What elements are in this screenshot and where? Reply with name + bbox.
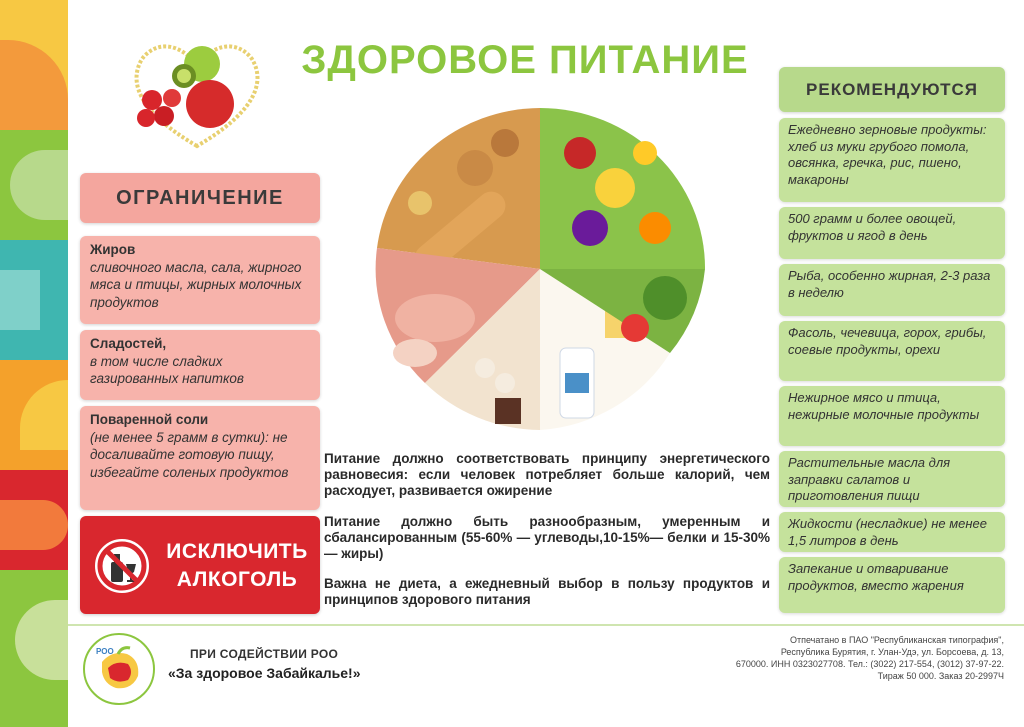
- recommended-header: РЕКОМЕНДУЮТСЯ: [779, 67, 1005, 112]
- recommended-item: Жидкости (несладкие) не менее 1,5 литров в день: [779, 512, 1005, 552]
- exclude-alcohol-banner: [80, 516, 320, 614]
- no-alcohol-icon: [92, 536, 152, 596]
- restriction-fats-title: Жиров: [90, 242, 136, 257]
- recommended-item: Нежирное мясо и птица, нежирные молочные продукты: [779, 386, 1005, 446]
- logo-roo-text: РОО: [96, 647, 114, 656]
- recommended-item: Растительные масла для заправки салатов и приготовления пищи: [779, 451, 1005, 507]
- restriction-header: ОГРАНИЧЕНИЕ: [80, 173, 320, 223]
- restriction-sweets-box: [80, 330, 320, 400]
- exclude-alcohol-text: [158, 538, 316, 594]
- organization-logo: [82, 632, 156, 706]
- restriction-fats-box: [80, 236, 320, 324]
- restriction-sweets-title: Сладостей,: [90, 336, 167, 351]
- daily-choice-paragraph: Важна не диета, а ежедневный выбор в пользу продуктов и принципов здорового питания: [324, 576, 770, 607]
- exclude-alcohol-line-1: ИСКЛЮЧИТЬ: [166, 540, 308, 563]
- healthy-food-plate-image: [365, 98, 715, 440]
- imprint-line-3: 670000. ИНН 0323027708. Тел.: (3022) 217-554, (3012) 37-97-22.: [735, 659, 1004, 669]
- support-prefix: ПРИ СОДЕЙСТВИИ: [190, 647, 308, 661]
- imprint-line-2: Республика Бурятия, г. Улан-Удэ, ул. Борсоева, д. 13,: [780, 647, 1004, 657]
- support-organization-name: «За здоровое Забайкалье!»: [168, 665, 361, 681]
- footer-divider: [68, 624, 1024, 626]
- restriction-salt-box: [80, 406, 320, 510]
- decorative-mosaic-strip: [0, 0, 68, 727]
- balanced-diet-paragraph: Питание должно быть разнообразным, умеренным и сбалансированным (55-60% — углеводы,10-15%— белки и 15-30% — жиры): [324, 514, 770, 561]
- restriction-sweets-text: в том числе сладких газированных напитков: [90, 353, 244, 386]
- imprint-line-4: Тираж 50 000. Заказ 20-2997Ч: [877, 671, 1004, 681]
- imprint-line-1: Отпечатано в ПАО "Республиканская типография",: [789, 635, 1004, 645]
- recommended-item: Запекание и отваривание продуктов, вместо жарения: [779, 557, 1005, 613]
- restriction-salt-title: Поваренной соли: [90, 412, 209, 427]
- recommended-item: Ежедневно зерновые продукты: хлеб из муки грубого помола, овсянка, гречка, рис, пшено, макароны: [779, 118, 1005, 202]
- exclude-alcohol-line-2: АЛКОГОЛЬ: [176, 568, 298, 591]
- recommended-item: 500 грамм и более овощей, фруктов и ягод в день: [779, 207, 1005, 259]
- page-title: ЗДОРОВОЕ ПИТАНИЕ: [301, 38, 749, 82]
- support-org: РОО: [310, 647, 339, 661]
- recommended-item: Рыба, особенно жирная, 2-3 раза в неделю: [779, 264, 1005, 316]
- heart-fruit-illustration: [122, 34, 272, 152]
- print-imprint: [714, 634, 1004, 682]
- recommended-item: Фасоль, чечевица, горох, грибы, соевые продукты, орехи: [779, 321, 1005, 381]
- support-line: [190, 647, 338, 661]
- energy-balance-paragraph: Питание должно соответствовать принципу энергетического равновесия: если человек потребляет больше калорий, чем расходует, развивается ожирение: [324, 451, 770, 498]
- restriction-fats-text: сливочного масла, сала, жирного мяса и птицы, жирных молочных продуктов: [90, 259, 302, 310]
- restriction-salt-text: (не менее 5 грамм в сутки): не досаливайте готовую пищу, избегайте соленых продуктов: [90, 429, 289, 480]
